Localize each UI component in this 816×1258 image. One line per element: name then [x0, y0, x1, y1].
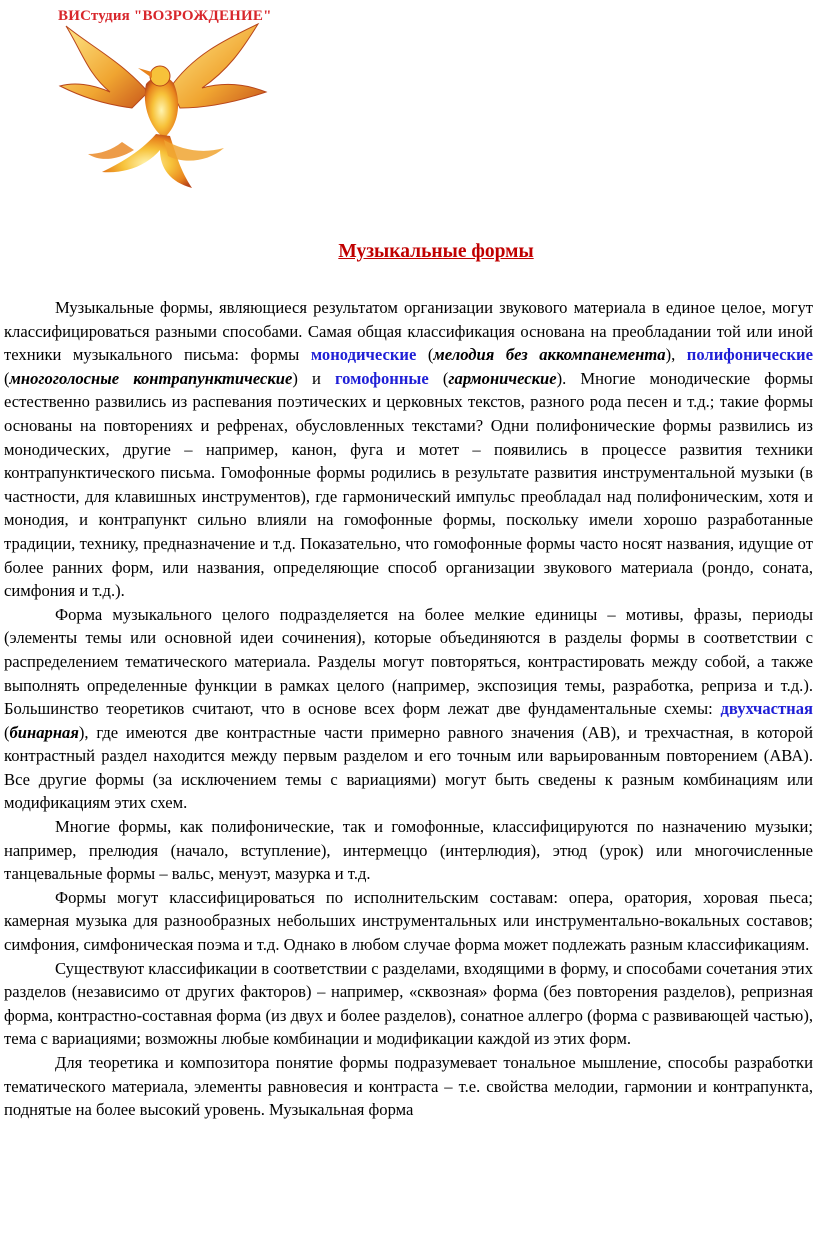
phoenix-icon — [52, 22, 272, 190]
paragraph-2 — [4, 603, 813, 815]
paragraph-1 — [4, 296, 813, 603]
paragraph-5: Существуют классификации в соответствии с разделами, входящими в форму, и способами сочетания этих разделов (независимо от других факторов) – например, «сквозная» форма (без повторения разделов), репризная форма, контрастно-составная форма (из двух и более разделов), сонатное аллегро (форма с развивающей частью), тема с вариациями; возможны любые комбинации и модификации каждой из этих форм. — [4, 958, 813, 1049]
paragraph-text: ( — [4, 368, 10, 388]
definition-polyphonic: многоголосные контрапунктические — [9, 368, 293, 388]
paragraph-text: ), — [665, 345, 687, 365]
definition-homophonic: гармонические — [448, 368, 557, 388]
keyword-homophonic: гомофонные — [335, 368, 429, 388]
paragraph-text: ( — [4, 722, 10, 742]
paragraph-text: ). Многие монодические формы естественно развились из распевания поэтических и церковных текстов, разного рода песен и т.д.; такие формы основаны на повторениях и рефренах, обусловленных текстами? Одни полифонические формы развились из монодических, другие – например, канон, фуга и мотет – появились в процессе развития техники контрапунктического письма. Гомофонные формы родились в результате развития инструментальной музыки (в частности, для клавишных инструментов), где гармонический импульс преобладал над полифоническим, хотя и монодия, и контрапункт сильно влияли на гомофонные формы, поскольку имели хорошо разработанные традиции, технику, предназначение и т.д. Показательно, что гомофонные формы часто носят названия, идущие от более ранних форм, или названия, определяющие способ организации звукового материала (рондо, соната, симфония и т.д.). — [4, 368, 813, 601]
article-body — [4, 296, 813, 1122]
page-title: Музыкальные формы — [338, 241, 534, 262]
paragraph-text: ( — [416, 345, 434, 365]
paragraph-text: Форма музыкального целого подразделяется на более мелкие единицы – мотивы, фразы, периоды (элементы темы или основной идеи сочинения), которые объединяются в разделы формы в соответствии с распределением тематического материала. Разделы могут повторяться, контрастировать между собой, а также выполнять определенные функции в рамках целого (например, экспозиция темы, разработка, реприза и т.д.). Большинство теоретиков считают, что в основе всех форм лежат две фундаментальные схемы: — [4, 604, 813, 719]
keyword-monodic: монодические — [310, 345, 417, 365]
paragraph-text: ) и — [292, 368, 336, 388]
paragraph-6: Для теоретика и композитора понятие формы подразумевает тональное мышление, способы разработки тематического материала, элементы равновесия и контраста – т.е. свойства мелодии, гармонии и контрапункта, поднятые на более высокий уровень. Музыкальная форма — [4, 1053, 813, 1120]
definition-monodic: мелодия без аккомпанемента — [433, 345, 666, 365]
paragraph-text: ( — [428, 368, 449, 388]
studio-name: ВИСтудия "ВОЗРОЖДЕНИЕ" — [58, 8, 272, 24]
paragraph-4: Формы могут классифицироваться по исполнительским составам: опера, оратория, хоровая пьеса; камерная музыка для разнообразных небольших инструментальных или инструментально-вокальных составов; симфония, симфоническая поэма и т.д. Однако в любом случае форма может подлежать разным классификациям. — [4, 887, 813, 955]
paragraph-text: ), где имеются две контрастные части примерно равного значения (АВ), и трехчастная, в которой контрастный раздел находится между первым разделом и его точным или варьированным повторением (АВА). Все другие формы (за исключением темы с вариациями) могут быть сведены к разным комбинациям или модификациям этих схем. — [4, 722, 813, 813]
keyword-binary: двухчастная — [720, 699, 813, 719]
paragraph-3: Многие формы, как полифонические, так и гомофонные, классифицируются по назначению музыки; например, прелюдия (начало, вступление), интермеццо (интерлюдия), этюд (урок) или многочисленные танцевальные формы – вальс, менуэт, мазурка и т.д. — [4, 817, 813, 884]
studio-logo — [52, 4, 292, 190]
definition-binary: бинарная — [9, 722, 79, 742]
paragraph-text: Музыкальные формы, являющиеся результатом организации звукового материала в единое целое, могут классифицироваться разными способами. Самая общая классификация основана на преобладании той или иной техники музыкального письма: формы — [4, 298, 813, 365]
keyword-polyphonic: полифонические — [686, 345, 813, 365]
